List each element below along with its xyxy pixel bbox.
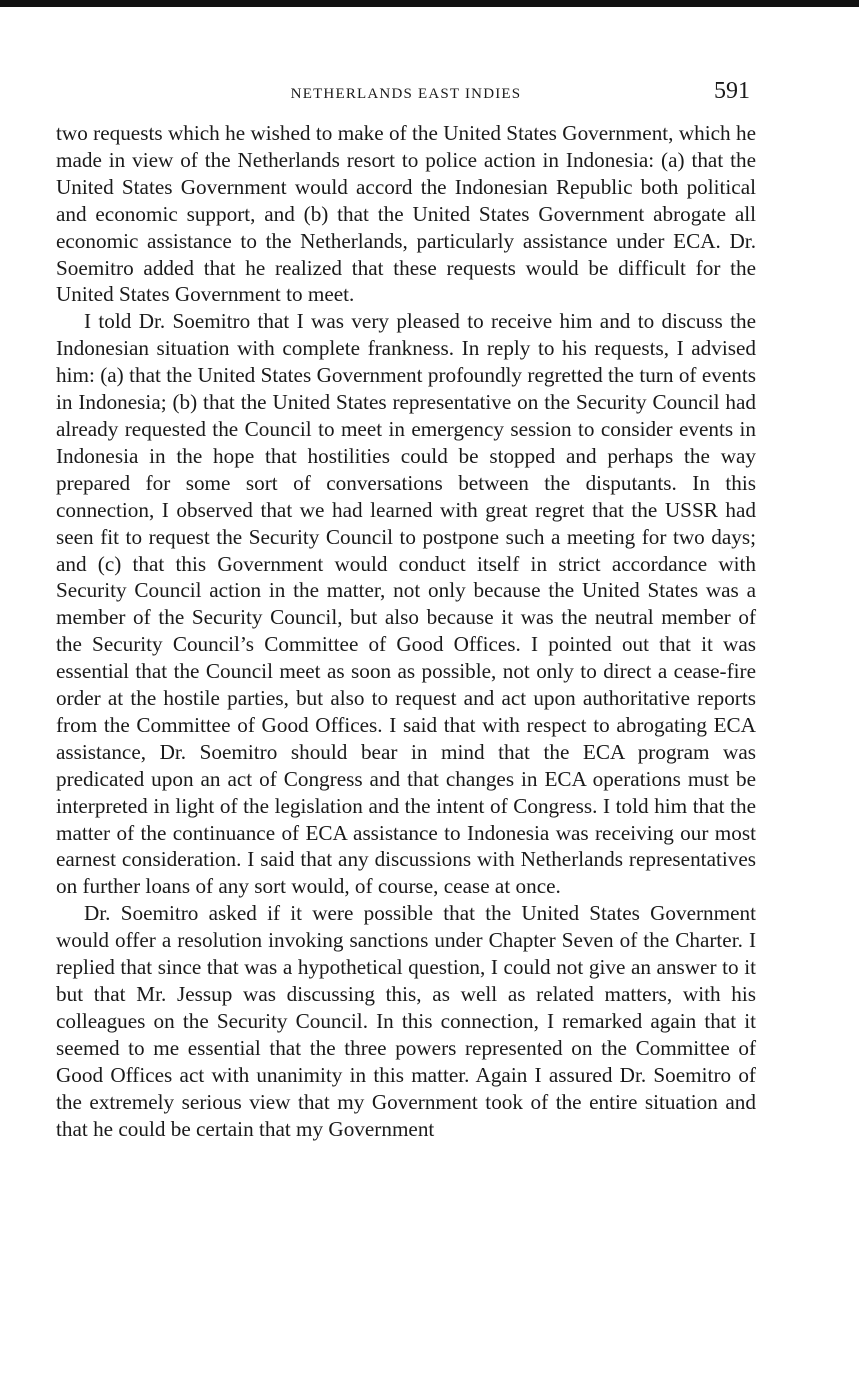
top-edge-rule [0,0,859,7]
page-number: 591 [714,78,750,104]
body-text [56,120,756,1142]
running-head: NETHERLANDS EAST INDIES [290,86,522,102]
book-page [56,74,756,1142]
paragraph-sanctions: Dr. Soemitro asked if it were possible that the United States Government would offer a resolution invoking sanctions under Chapter Seven of the Charter. I replied that since that was a hypothetical question, I could not give an answer to it but that Mr. Jessup was discussing this, as well as related matters, with his colleagues on the Security Council. In this connection, I remarked again that it seemed to me essential that the three powers represented on the Committee of Good Offices act with unanimity in this matter. Again I assured Dr. Soemitro of the extremely serious view that my Government took of the entire situation and that he could be certain that my Government [56,901,756,1141]
paragraph-continued: two requests which he wished to make of the United States Government, which he made in view of the Netherlands resort to police action in Indonesia: (a) that the United States Government would accord the Indonesian Republic both political and economic support, and (b) that the United States Government abrogate all economic assistance to the Netherlands, particularly assistance under ECA. Dr. Soemitro added that he realized that these requests would be difficult for the United States Government to meet. [56,121,756,307]
paragraph-reply: I told Dr. Soemitro that I was very pleased to receive him and to discuss the Indonesian situation with complete frankness. In reply to his requests, I advised him: (a) that the United States Government profoundly regretted the turn of events in Indonesia; (b) that the United States representative on the Security Council had already requested the Council to meet in emergency session to consider events in Indonesia in the hope that hostilities could be stopped and perhaps the way prepared for some sort of conversations between the disputants. In this connection, I observed that we had learned with great regret that the USSR had seen fit to request the Security Council to postpone such a meeting for two days; and (c) that this Government would conduct itself in strict accordance with Security Council action in the matter, not only because the United States was a member of the Security Council, but also because it was the neutral member of the Security Council’s Committee of Good Offices. I pointed out that it was essential that the Council meet as soon as possible, not only to direct a cease-fire order at the hostile parties, but also to request and act upon authoritative reports from the Committee of Good Offices. I said that with respect to abrogating ECA assistance, Dr. Soemitro should bear in mind that the ECA program was predicated upon an act of Congress and that changes in ECA operations must be interpreted in light of the legislation and the intent of Congress. I told him that the matter of the continuance of ECA assistance to Indonesia was receiving our most earnest consideration. I said that any discussions with Netherlands representatives on further loans of any sort would, of course, cease at once. [56,309,756,899]
page-header [56,74,756,120]
